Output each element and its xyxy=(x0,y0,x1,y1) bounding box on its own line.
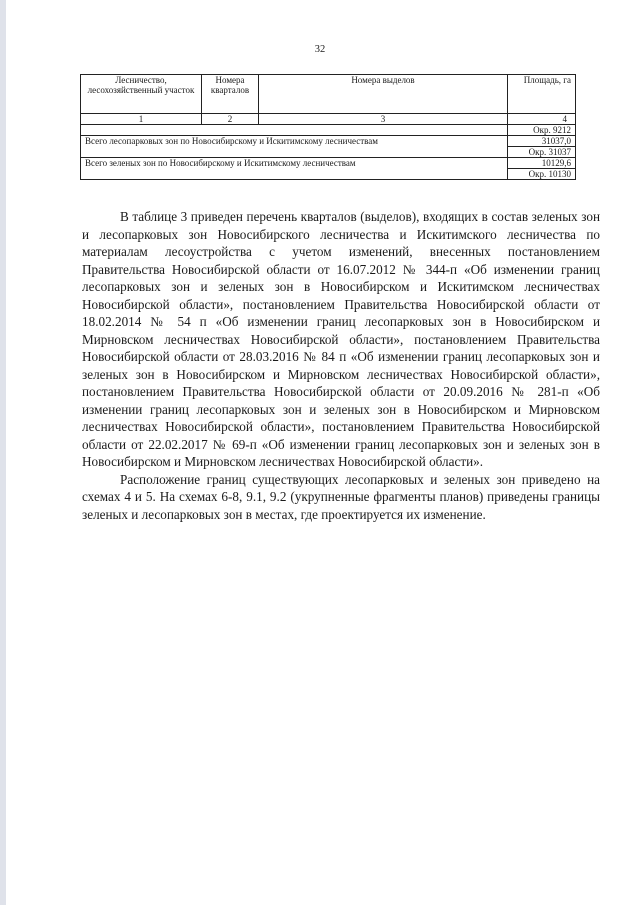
forest-zones-table xyxy=(80,74,576,180)
column-number: 4 xyxy=(508,114,576,125)
column-number: 1 xyxy=(81,114,202,125)
page-edge xyxy=(0,0,6,905)
table-header-row xyxy=(81,75,576,114)
total-green-zones-rounded: Окр. 10130 xyxy=(508,169,576,180)
total-forest-park-value: 31037,0 xyxy=(508,136,576,147)
header-forestry: Лесничество, лесохозяйственный участок xyxy=(81,75,202,114)
paragraph: В таблице 3 приведен перечень кварталов (выделов), входящих в состав зеленых зон и лесопарковых зон Новосибирского лесничества и Искитимского лесничества по материалам лесоустройства с учетом изменений, внесенных постановлением Правительства Новосибирской области от 16.07.2012 № 344-п «Об изменении границ лесопарковых зон и зеленых зон в Новосибирском и Искитимском лесничествах Новосибирской области», постановлением Правительства Новосибирской области от 18.02.2014 № 54 п «Об изменении границ лесопарковых зон в Новосибирском и Мирновском лесничествах Новосибирской области», постановлением Правительства Новосибирской области от 28.03.2016 № 84 п «Об изменении границ лесопарковых зон и зеленых зон в Новосибирском и Мирновском лесничествах Новосибирской области», постановлением Правительства Новосибирской области от 20.09.2016 № 281-п «Об изменении границ лесопарковых зон и зеленых зон в Новосибирском и Мирновском лесничествах Новосибирской области», постановлением Правительства Новосибирской области от 22.02.2017 № 69-п «Об изменении границ лесопарковых зон и зеленых зон в Новосибирском и Мирновском лесничествах Новосибирской области». xyxy=(82,209,600,469)
total-forest-park-rounded: Окр. 31037 xyxy=(508,147,576,158)
header-quarters: Номера кварталов xyxy=(202,75,259,114)
header-plots: Номера выделов xyxy=(259,75,508,114)
empty-cell xyxy=(81,125,508,136)
total-forest-park-label: Всего лесопарковых зон по Новосибирскому и Искитимскому лесничествам xyxy=(81,136,508,158)
column-number: 2 xyxy=(202,114,259,125)
table-row xyxy=(81,136,576,147)
page-number: 32 xyxy=(314,44,326,55)
table-row xyxy=(81,125,576,136)
table-row xyxy=(81,158,576,169)
table-column-numbers-row xyxy=(81,114,576,125)
total-green-zones-value: 10129,6 xyxy=(508,158,576,169)
body-text xyxy=(82,208,600,523)
column-number: 3 xyxy=(259,114,508,125)
paragraph: Расположение границ существующих лесопарковых и зеленых зон приведено на схемах 4 и 5. На схемах 6-8, 9.1, 9.2 (укрупненные фрагменты планов) приведены границы зеленых и лесопарковых зон в местах, где проектируется их изменение. xyxy=(82,471,600,522)
rounded-value-cell: Окр. 9212 xyxy=(508,125,576,136)
total-green-zones-label: Всего зеленых зон по Новосибирскому и Искитимскому лесничествам xyxy=(81,158,508,180)
header-area: Площадь, га xyxy=(508,75,576,114)
